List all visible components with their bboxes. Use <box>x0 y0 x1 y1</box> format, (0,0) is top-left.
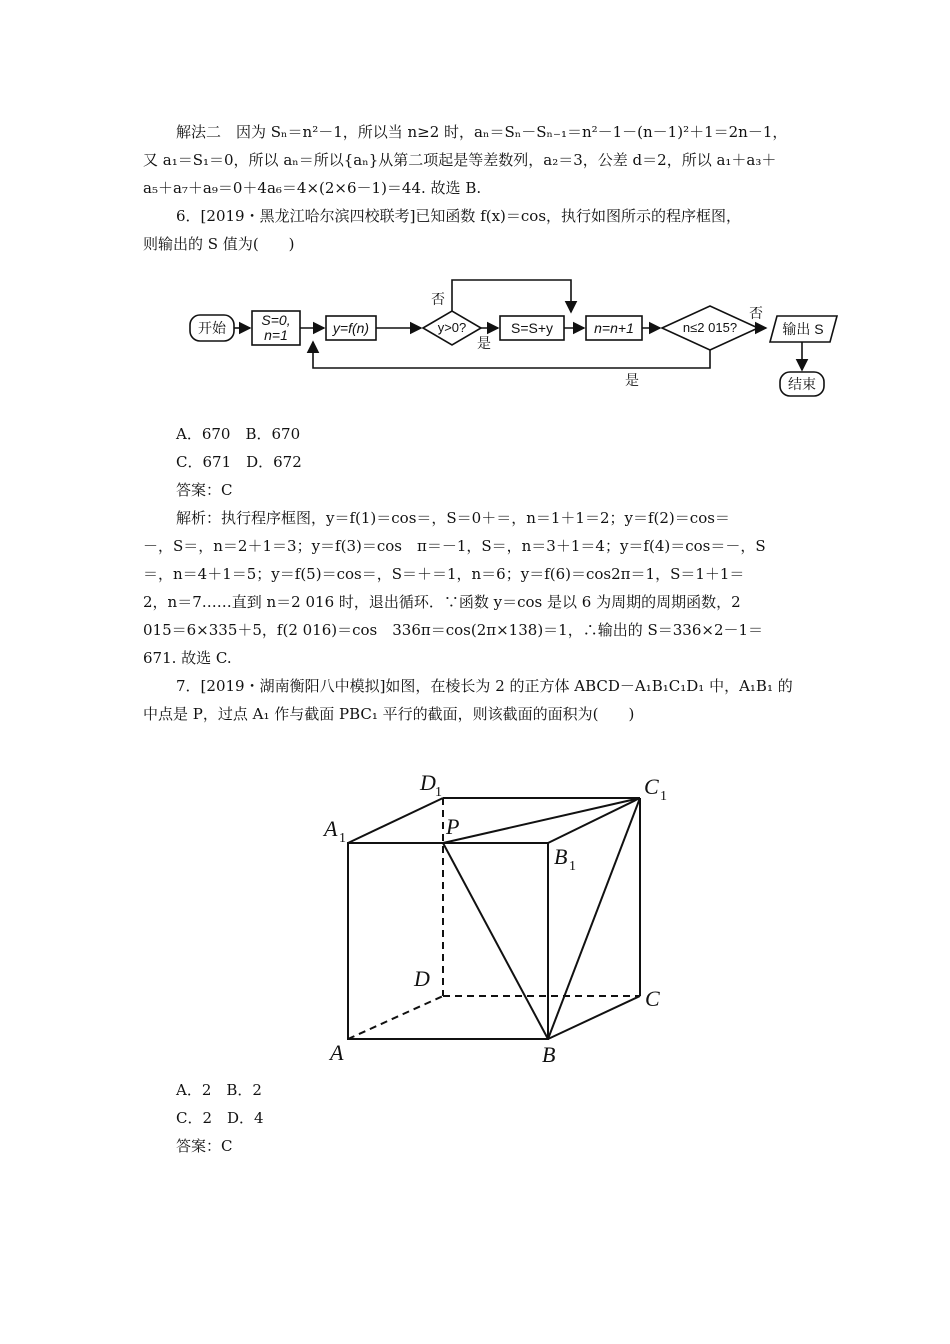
q7-stem-line-2: 中点是 P，过点 A₁ 作与截面 PBC₁ 平行的截面，则该截面的面积为( ) <box>143 705 635 723</box>
q6-options-line-2: C．671 D．672 <box>176 453 302 471</box>
cube-front-face <box>348 843 548 1039</box>
q6-stem-line-1: 6．[2019・黑龙江哈尔滨四校联考]已知函数 f(x)＝cos，执行如图所示的程序框图， <box>176 207 742 225</box>
q6-options-line-1: A．670 B．670 <box>176 425 301 443</box>
q7-options-line-2: C．2 D．4 <box>176 1109 264 1127</box>
label-B1: B <box>554 844 568 869</box>
solution2-line-3: a₅＋a₇＋a₉＝0＋4a₆＝4×(2×6－1)＝44. 故选 B. <box>143 179 482 197</box>
label-P: P <box>446 814 460 839</box>
flow-output-label: 输出 S <box>782 321 824 337</box>
flow-no1-label: 否 <box>431 291 445 307</box>
q7-answer: 答案：C <box>176 1137 233 1155</box>
flow-end-label: 结束 <box>788 376 816 392</box>
q6-solution-line-6: 671. 故选 C. <box>143 649 232 667</box>
label-B: B <box>542 1042 556 1067</box>
solution2-line-2: 又 a₁＝S₁＝0，所以 aₙ＝所以{aₙ}从第二项起是等差数列，a₂＝3，公差 d＝2，所以 a₁＋a₃＋ <box>143 151 777 169</box>
flow-yes2-label: 是 <box>625 372 639 388</box>
flow-cond1-label: y>0? <box>437 320 467 335</box>
flow-no2-label: 否 <box>749 305 763 321</box>
label-A1-sub: 1 <box>339 831 346 846</box>
label-D1: D <box>420 770 436 795</box>
flow-assign-label: y=f(n) <box>332 320 370 336</box>
flow-init-label-1: S=0, <box>261 312 291 328</box>
label-D: D <box>414 966 430 991</box>
q7-stem-line-1: 7．[2019・湖南衡阳八中模拟]如图，在棱长为 2 的正方体 ABCD－A₁B₁C₁D₁ 中，A₁B₁ 的 <box>176 677 793 695</box>
q6-solution-line-2: －，S＝，n＝2＋1＝3；y＝f(3)＝cos π＝－1，S＝，n＝3＋1＝4；y＝f(4)＝cos＝－，S <box>143 537 766 555</box>
label-D1-sub: 1 <box>435 785 442 800</box>
flow-cond2-label: n≤2 015? <box>682 320 738 335</box>
q6-answer: 答案：C <box>176 481 233 499</box>
q7-options-line-1: A．2 B．2 <box>176 1081 262 1099</box>
flow-yes1-label: 是 <box>477 335 491 351</box>
label-B1-sub: 1 <box>569 859 576 874</box>
q6-solution-line-4: 2，n＝7……直到 n＝2 016 时，退出循环．∵函数 y＝cos 是以 6 为周期的周期函数，2 <box>143 593 741 611</box>
label-C1: C <box>644 774 659 799</box>
flow-start-label: 开始 <box>198 320 226 336</box>
edge-A1D1 <box>348 798 443 843</box>
flow-incr-label: n=n+1 <box>594 320 634 336</box>
edge-PB <box>443 843 548 1039</box>
flowchart <box>180 270 860 405</box>
label-C1-sub: 1 <box>660 789 667 804</box>
q6-solution-line-3: ＝，n＝4＋1＝5；y＝f(5)＝cos＝，S＝＋＝1，n＝6；y＝f(6)＝cos2π＝1，S＝1＋1＝ <box>143 565 745 583</box>
flow-init-label-2: n=1 <box>264 327 288 343</box>
edge-PC1 <box>443 798 640 843</box>
solution2-line-1: 解法二 因为 Sₙ＝n²－1，所以当 n≥2 时，aₙ＝Sₙ－Sₙ₋₁＝n²－1－(n－1)²＋1＝2n－1， <box>176 123 788 141</box>
flow-accum-label: S=S+y <box>510 320 554 336</box>
q6-solution-line-5: 015＝6×335＋5，f(2 016)＝cos 336π＝cos(2π×138)＝1，∴输出的 S＝336×2－1＝ <box>143 621 764 639</box>
label-A1: A <box>324 816 338 841</box>
q6-stem-line-2: 则输出的 S 值为( ) <box>143 235 295 253</box>
edge-AD-hidden <box>348 996 443 1039</box>
q6-solution-line-1: 解析：执行程序框图，y＝f(1)＝cos＝，S＝0＋＝，n＝1＋1＝2；y＝f(2)＝cos＝ <box>176 509 730 527</box>
cube-figure <box>310 760 690 1070</box>
label-A: A <box>330 1040 344 1065</box>
label-C: C <box>645 986 660 1011</box>
